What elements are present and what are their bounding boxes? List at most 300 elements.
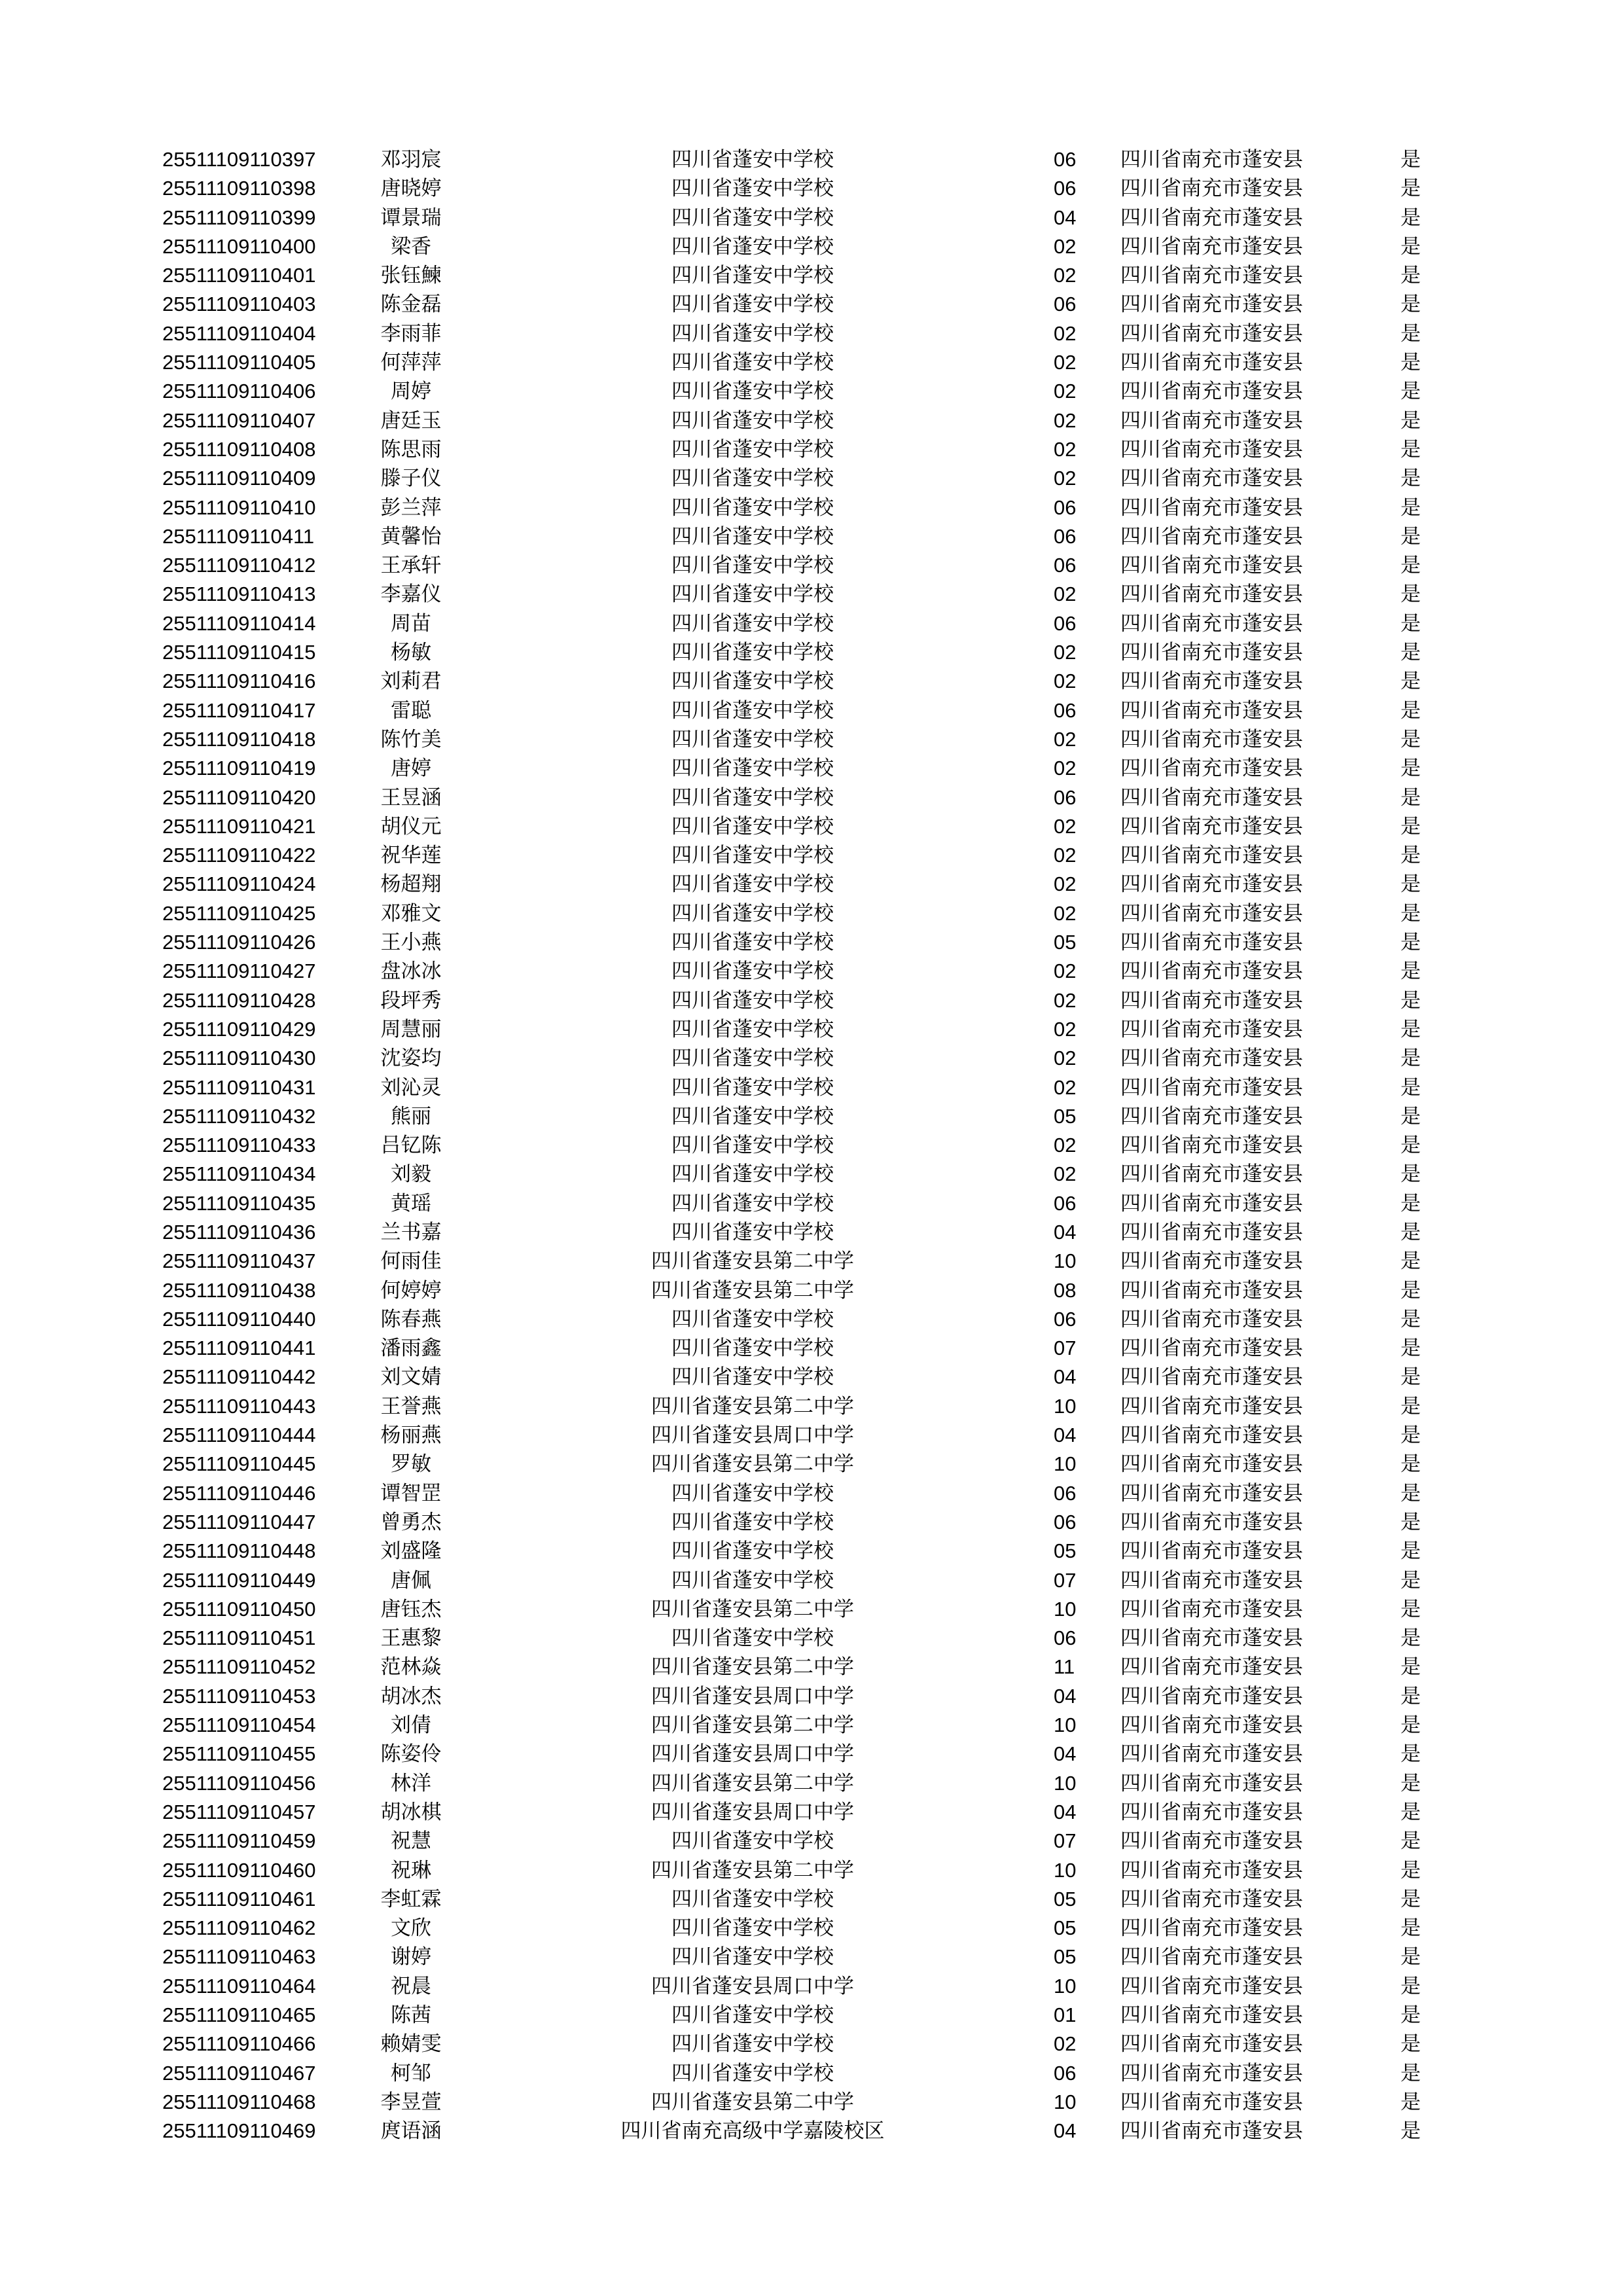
table-row [0,1508,1623,1537]
category-code-cell: 06 [1054,1191,1077,1215]
school-name-cell: 四川省蓬安中学校 [671,1134,834,1158]
table-row [0,1798,1623,1827]
candidate-number-cell: 25511109110413 [162,583,316,606]
student-name-cell: 唐廷玉 [380,408,442,433]
category-code-cell: 04 [1054,1742,1077,1766]
region-cell: 四川省南充市蓬安县 [1120,1858,1303,1882]
category-code-cell: 10 [1054,1858,1077,1882]
eligibility-flag-cell: 是 [1400,408,1421,433]
category-code-cell: 06 [1054,1510,1077,1534]
category-code-cell: 05 [1054,1916,1077,1940]
eligibility-flag-cell: 是 [1400,960,1421,984]
table-row [0,841,1623,870]
eligibility-flag-cell: 是 [1400,1134,1421,1158]
eligibility-flag-cell: 是 [1400,1974,1421,1998]
eligibility-flag-cell: 是 [1400,264,1421,288]
school-name-cell: 四川省蓬安中学校 [671,1017,834,1041]
candidate-number-cell: 25511109110445 [162,1452,316,1476]
student-name-cell: 陈竹美 [380,727,442,751]
eligibility-flag-cell: 是 [1400,727,1421,751]
region-cell: 四川省南充市蓬安县 [1120,467,1303,491]
region-cell: 四川省南充市蓬安县 [1120,583,1303,607]
student-name-cell: 王承轩 [380,554,442,578]
region-cell: 四川省南充市蓬安县 [1120,380,1303,404]
eligibility-flag-cell: 是 [1400,148,1421,171]
candidate-number-cell: 25511109110454 [162,1713,316,1737]
school-name-cell: 四川省蓬安中学校 [671,1568,834,1592]
category-code-cell: 02 [1054,1162,1077,1186]
table-row [0,1653,1623,1681]
category-code-cell: 02 [1054,641,1077,664]
category-code-cell: 04 [1054,1220,1077,1244]
student-name-cell: 祝晨 [391,1974,431,1998]
candidate-number-cell: 25511109110441 [162,1336,316,1360]
student-name-cell: 陈春燕 [380,1307,442,1331]
table-row [0,1682,1623,1711]
student-name-cell: 盘冰冰 [380,960,442,984]
category-code-cell: 02 [1054,583,1077,606]
student-name-cell: 吕钇陈 [380,1134,442,1158]
school-name-cell: 四川省蓬安中学校 [671,148,834,171]
table-row [0,667,1623,696]
region-cell: 四川省南充市蓬安县 [1120,1800,1303,1824]
table-row [0,1479,1623,1508]
student-name-cell: 谭智罡 [380,1481,442,1505]
table-row [0,1827,1623,1856]
eligibility-flag-cell: 是 [1400,2061,1421,2085]
region-cell: 四川省南充市蓬安县 [1120,1597,1303,1621]
student-name-cell: 王誉燕 [380,1394,442,1418]
school-name-cell: 四川省蓬安中学校 [671,872,834,897]
student-name-cell: 张钰鰊 [380,264,442,288]
category-code-cell: 02 [1054,264,1077,287]
school-name-cell: 四川省蓬安县周口中学 [651,1742,854,1767]
table-row [0,1160,1623,1189]
table-row [0,1247,1623,1276]
school-name-cell: 四川省蓬安中学校 [671,814,834,838]
category-code-cell: 02 [1054,960,1077,983]
category-code-cell: 04 [1054,1365,1077,1389]
table-row [0,377,1623,406]
category-code-cell: 04 [1054,1684,1077,1708]
category-code-cell: 06 [1054,2061,1077,2085]
school-name-cell: 四川省蓬安中学校 [671,177,834,201]
eligibility-flag-cell: 是 [1400,872,1421,897]
student-name-cell: 熊丽 [391,1104,431,1128]
eligibility-flag-cell: 是 [1400,1684,1421,1708]
school-name-cell: 四川省蓬安县第二中学 [651,1278,854,1302]
candidate-number-cell: 25511109110443 [162,1394,316,1418]
table-row [0,2117,1623,2145]
eligibility-flag-cell: 是 [1400,1047,1421,1071]
student-name-cell: 兰书嘉 [380,1220,442,1244]
candidate-number-cell: 25511109110415 [162,641,316,664]
category-code-cell: 06 [1054,1481,1077,1505]
eligibility-flag-cell: 是 [1400,437,1421,461]
region-cell: 四川省南充市蓬安县 [1120,641,1303,665]
candidate-number-cell: 25511109110401 [162,264,316,287]
category-code-cell: 02 [1054,234,1077,258]
table-row [0,1218,1623,1247]
student-name-cell: 周婷 [391,380,431,404]
candidate-number-cell: 25511109110399 [162,206,316,229]
candidate-number-cell: 25511109110464 [162,1974,316,1998]
category-code-cell: 02 [1054,814,1077,838]
school-name-cell: 四川省蓬安中学校 [671,1220,834,1244]
region-cell: 四川省南充市蓬安县 [1120,1481,1303,1505]
student-name-cell: 李嘉仪 [380,583,442,607]
region-cell: 四川省南充市蓬安县 [1120,1162,1303,1187]
table-row [0,1131,1623,1160]
candidate-number-cell: 25511109110460 [162,1858,316,1882]
student-name-cell: 刘倩 [391,1713,431,1738]
table-row [0,551,1623,580]
student-name-cell: 杨敏 [391,641,431,665]
candidate-number-cell: 25511109110412 [162,554,316,577]
category-code-cell: 02 [1054,727,1077,751]
student-name-cell: 曾勇杰 [380,1510,442,1534]
student-name-cell: 陈思雨 [380,437,442,461]
school-name-cell: 四川省蓬安中学校 [671,467,834,491]
student-name-cell: 杨超翔 [380,872,442,897]
student-name-cell: 刘文婧 [380,1365,442,1390]
category-code-cell: 06 [1054,1307,1077,1331]
category-code-cell: 02 [1054,1134,1077,1157]
region-cell: 四川省南充市蓬安县 [1120,698,1303,723]
region-cell: 四川省南充市蓬安县 [1120,960,1303,984]
student-name-cell: 胡冰棋 [380,1800,442,1824]
candidate-number-cell: 25511109110448 [162,1539,316,1563]
school-name-cell: 四川省蓬安中学校 [671,1510,834,1534]
table-row [0,1914,1623,1943]
eligibility-flag-cell: 是 [1400,1771,1421,1795]
student-name-cell: 邓雅文 [380,901,442,925]
table-row [0,174,1623,203]
region-cell: 四川省南充市蓬安县 [1120,872,1303,897]
category-code-cell: 06 [1054,785,1077,809]
student-name-cell: 胡冰杰 [380,1684,442,1708]
table-row [0,1885,1623,1914]
table-row [0,1624,1623,1653]
candidate-number-cell: 25511109110410 [162,495,316,519]
school-name-cell: 四川省蓬安县周口中学 [651,1974,854,1998]
category-code-cell: 02 [1054,380,1077,403]
roster-table [0,145,1623,2145]
category-code-cell: 10 [1054,2090,1077,2113]
candidate-number-cell: 25511109110411 [162,524,315,548]
category-code-cell: 02 [1054,1017,1077,1041]
table-row [0,1392,1623,1421]
region-cell: 四川省南充市蓬安县 [1120,670,1303,694]
eligibility-flag-cell: 是 [1400,1249,1421,1274]
table-row [0,609,1623,638]
region-cell: 四川省南充市蓬安县 [1120,1539,1303,1564]
candidate-number-cell: 25511109110434 [162,1162,316,1186]
eligibility-flag-cell: 是 [1400,670,1421,694]
candidate-number-cell: 25511109110438 [162,1278,316,1302]
table-row [0,1073,1623,1102]
eligibility-flag-cell: 是 [1400,1945,1421,1969]
eligibility-flag-cell: 是 [1400,1539,1421,1564]
eligibility-flag-cell: 是 [1400,380,1421,404]
eligibility-flag-cell: 是 [1400,467,1421,491]
eligibility-flag-cell: 是 [1400,1481,1421,1505]
table-row [0,1189,1623,1218]
candidate-number-cell: 25511109110421 [162,814,316,838]
school-name-cell: 四川省蓬安中学校 [671,1365,834,1390]
category-code-cell: 05 [1054,931,1077,954]
candidate-number-cell: 25511109110440 [162,1307,316,1331]
region-cell: 四川省南充市蓬安县 [1120,988,1303,1013]
candidate-number-cell: 25511109110429 [162,1017,316,1041]
eligibility-flag-cell: 是 [1400,1394,1421,1418]
school-name-cell: 四川省蓬安中学校 [671,351,834,375]
eligibility-flag-cell: 是 [1400,1858,1421,1882]
table-row [0,1972,1623,2001]
student-name-cell: 刘沁灵 [380,1075,442,1100]
candidate-number-cell: 25511109110414 [162,611,316,635]
school-name-cell: 四川省蓬安中学校 [671,1104,834,1128]
student-name-cell: 陈茜 [391,2003,431,2027]
candidate-number-cell: 25511109110408 [162,437,316,461]
region-cell: 四川省南充市蓬安县 [1120,2090,1303,2114]
candidate-number-cell: 25511109110425 [162,901,316,925]
eligibility-flag-cell: 是 [1400,177,1421,201]
school-name-cell: 四川省蓬安中学校 [671,1829,834,1854]
category-code-cell: 02 [1054,757,1077,780]
table-row [0,870,1623,899]
region-cell: 四川省南充市蓬安县 [1120,148,1303,171]
region-cell: 四川省南充市蓬安县 [1120,611,1303,636]
school-name-cell: 四川省蓬安中学校 [671,785,834,810]
eligibility-flag-cell: 是 [1400,1568,1421,1592]
region-cell: 四川省南充市蓬安县 [1120,1771,1303,1795]
student-name-cell: 唐晓婷 [380,177,442,201]
student-name-cell: 祝华莲 [380,844,442,868]
candidate-number-cell: 25511109110457 [162,1800,316,1823]
school-name-cell: 四川省蓬安县第二中学 [651,1249,854,1274]
school-name-cell: 四川省蓬安中学校 [671,960,834,984]
candidate-number-cell: 25511109110463 [162,1945,316,1969]
table-row [0,261,1623,290]
table-row [0,1305,1623,1334]
region-cell: 四川省南充市蓬安县 [1120,2061,1303,2085]
candidate-number-cell: 25511109110398 [162,177,316,200]
table-row [0,1044,1623,1073]
eligibility-flag-cell: 是 [1400,1336,1421,1361]
school-name-cell: 四川省蓬安县第二中学 [651,1713,854,1738]
eligibility-flag-cell: 是 [1400,988,1421,1013]
candidate-number-cell: 25511109110419 [162,757,316,780]
category-code-cell: 04 [1054,206,1077,229]
school-name-cell: 四川省蓬安县第二中学 [651,1771,854,1795]
category-code-cell: 05 [1054,1887,1077,1910]
region-cell: 四川省南充市蓬安县 [1120,1134,1303,1158]
category-code-cell: 04 [1054,2119,1077,2143]
eligibility-flag-cell: 是 [1400,1017,1421,1041]
student-name-cell: 周苗 [391,611,431,636]
eligibility-flag-cell: 是 [1400,1424,1421,1448]
candidate-number-cell: 25511109110466 [162,2032,316,2056]
category-code-cell: 02 [1054,901,1077,925]
table-row [0,812,1623,841]
student-name-cell: 范林焱 [380,1655,442,1679]
category-code-cell: 08 [1054,1278,1077,1302]
school-name-cell: 四川省蓬安中学校 [671,1945,834,1969]
school-name-cell: 四川省蓬安中学校 [671,206,834,230]
region-cell: 四川省南充市蓬安县 [1120,1945,1303,1969]
school-name-cell: 四川省蓬安县第二中学 [651,1858,854,1882]
school-name-cell: 四川省蓬安中学校 [671,321,834,346]
student-name-cell: 罗敏 [391,1452,431,1477]
candidate-number-cell: 25511109110420 [162,785,316,809]
table-row [0,1363,1623,1391]
candidate-number-cell: 25511109110456 [162,1771,316,1795]
region-cell: 四川省南充市蓬安县 [1120,1249,1303,1274]
school-name-cell: 四川省蓬安中学校 [671,380,834,404]
region-cell: 四川省南充市蓬安县 [1120,1887,1303,1911]
table-row [0,319,1623,348]
student-name-cell: 滕子仪 [380,467,442,491]
candidate-number-cell: 25511109110462 [162,1916,316,1940]
region-cell: 四川省南充市蓬安县 [1120,1626,1303,1651]
eligibility-flag-cell: 是 [1400,321,1421,346]
school-name-cell: 四川省蓬安中学校 [671,1162,834,1187]
table-row [0,1566,1623,1595]
region-cell: 四川省南充市蓬安县 [1120,1191,1303,1215]
candidate-number-cell: 25511109110437 [162,1249,316,1273]
school-name-cell: 四川省蓬安中学校 [671,554,834,578]
eligibility-flag-cell: 是 [1400,2032,1421,2056]
student-name-cell: 何雨佳 [380,1249,442,1274]
category-code-cell: 04 [1054,1800,1077,1823]
eligibility-flag-cell: 是 [1400,524,1421,548]
school-name-cell: 四川省蓬安中学校 [671,2061,834,2085]
student-name-cell: 刘盛隆 [380,1539,442,1564]
table-row [0,2059,1623,2088]
table-row [0,2088,1623,2117]
category-code-cell: 02 [1054,351,1077,374]
region-cell: 四川省南充市蓬安县 [1120,495,1303,520]
eligibility-flag-cell: 是 [1400,234,1421,259]
region-cell: 四川省南充市蓬安县 [1120,1424,1303,1448]
eligibility-flag-cell: 是 [1400,901,1421,925]
region-cell: 四川省南充市蓬安县 [1120,727,1303,751]
eligibility-flag-cell: 是 [1400,814,1421,838]
school-name-cell: 四川省蓬安县第二中学 [651,1394,854,1418]
eligibility-flag-cell: 是 [1400,1191,1421,1215]
school-name-cell: 四川省蓬安中学校 [671,264,834,288]
table-row [0,1769,1623,1798]
candidate-number-cell: 25511109110428 [162,988,316,1012]
student-name-cell: 谭景瑞 [380,206,442,230]
region-cell: 四川省南充市蓬安县 [1120,1365,1303,1390]
eligibility-flag-cell: 是 [1400,1510,1421,1534]
eligibility-flag-cell: 是 [1400,583,1421,607]
eligibility-flag-cell: 是 [1400,611,1421,636]
candidate-number-cell: 25511109110431 [162,1075,316,1099]
region-cell: 四川省南充市蓬安县 [1120,1017,1303,1041]
region-cell: 四川省南充市蓬安县 [1120,901,1303,925]
student-name-cell: 文欣 [391,1916,431,1941]
eligibility-flag-cell: 是 [1400,554,1421,578]
student-name-cell: 胡仪元 [380,814,442,838]
eligibility-flag-cell: 是 [1400,351,1421,375]
candidate-number-cell: 25511109110432 [162,1104,316,1128]
eligibility-flag-cell: 是 [1400,1104,1421,1128]
school-name-cell: 四川省蓬安县第二中学 [651,2090,854,2114]
table-row [0,1334,1623,1363]
eligibility-flag-cell: 是 [1400,2003,1421,2027]
school-name-cell: 四川省蓬安县周口中学 [651,1684,854,1708]
region-cell: 四川省南充市蓬安县 [1120,1047,1303,1071]
region-cell: 四川省南充市蓬安县 [1120,931,1303,955]
eligibility-flag-cell: 是 [1400,1829,1421,1854]
candidate-number-cell: 25511109110427 [162,960,316,983]
category-code-cell: 07 [1054,1568,1077,1592]
student-name-cell: 赖婧雯 [380,2032,442,2056]
candidate-number-cell: 25511109110465 [162,2003,316,2026]
candidate-number-cell: 25511109110436 [162,1220,316,1244]
candidate-number-cell: 25511109110446 [162,1481,316,1505]
student-name-cell: 庹语涵 [380,2119,442,2144]
table-row [0,1015,1623,1044]
school-name-cell: 四川省蓬安县第二中学 [651,1597,854,1621]
eligibility-flag-cell: 是 [1400,1655,1421,1679]
candidate-number-cell: 25511109110433 [162,1134,316,1157]
eligibility-flag-cell: 是 [1400,495,1421,520]
region-cell: 四川省南充市蓬安县 [1120,1307,1303,1331]
school-name-cell: 四川省蓬安县第二中学 [651,1452,854,1477]
school-name-cell: 四川省蓬安中学校 [671,844,834,868]
region-cell: 四川省南充市蓬安县 [1120,1655,1303,1679]
student-name-cell: 柯邹 [391,2061,431,2085]
category-code-cell: 02 [1054,467,1077,490]
student-name-cell: 黄馨怡 [380,524,442,548]
table-row [0,1740,1623,1768]
category-code-cell: 02 [1054,844,1077,867]
table-row [0,435,1623,464]
student-name-cell: 谢婷 [391,1945,431,1969]
table-row [0,754,1623,783]
candidate-number-cell: 25511109110449 [162,1568,316,1592]
region-cell: 四川省南充市蓬安县 [1120,1713,1303,1738]
category-code-cell: 04 [1054,1424,1077,1447]
student-name-cell: 李昱萱 [380,2090,442,2114]
table-row [0,1450,1623,1479]
candidate-number-cell: 25511109110426 [162,931,316,954]
region-cell: 四川省南充市蓬安县 [1120,293,1303,317]
region-cell: 四川省南充市蓬安县 [1120,408,1303,433]
region-cell: 四川省南充市蓬安县 [1120,844,1303,868]
table-row [0,1595,1623,1624]
student-name-cell: 何萍萍 [380,351,442,375]
school-name-cell: 四川省蓬安中学校 [671,1626,834,1651]
student-name-cell: 刘毅 [391,1162,431,1187]
category-code-cell: 06 [1054,524,1077,548]
region-cell: 四川省南充市蓬安县 [1120,2003,1303,2027]
table-row [0,290,1623,319]
candidate-number-cell: 25511109110403 [162,293,316,316]
eligibility-flag-cell: 是 [1400,1916,1421,1941]
eligibility-flag-cell: 是 [1400,1220,1421,1244]
region-cell: 四川省南充市蓬安县 [1120,1220,1303,1244]
school-name-cell: 四川省蓬安中学校 [671,1047,834,1071]
eligibility-flag-cell: 是 [1400,757,1421,781]
table-row [0,580,1623,609]
school-name-cell: 四川省蓬安中学校 [671,641,834,665]
table-row [0,464,1623,493]
